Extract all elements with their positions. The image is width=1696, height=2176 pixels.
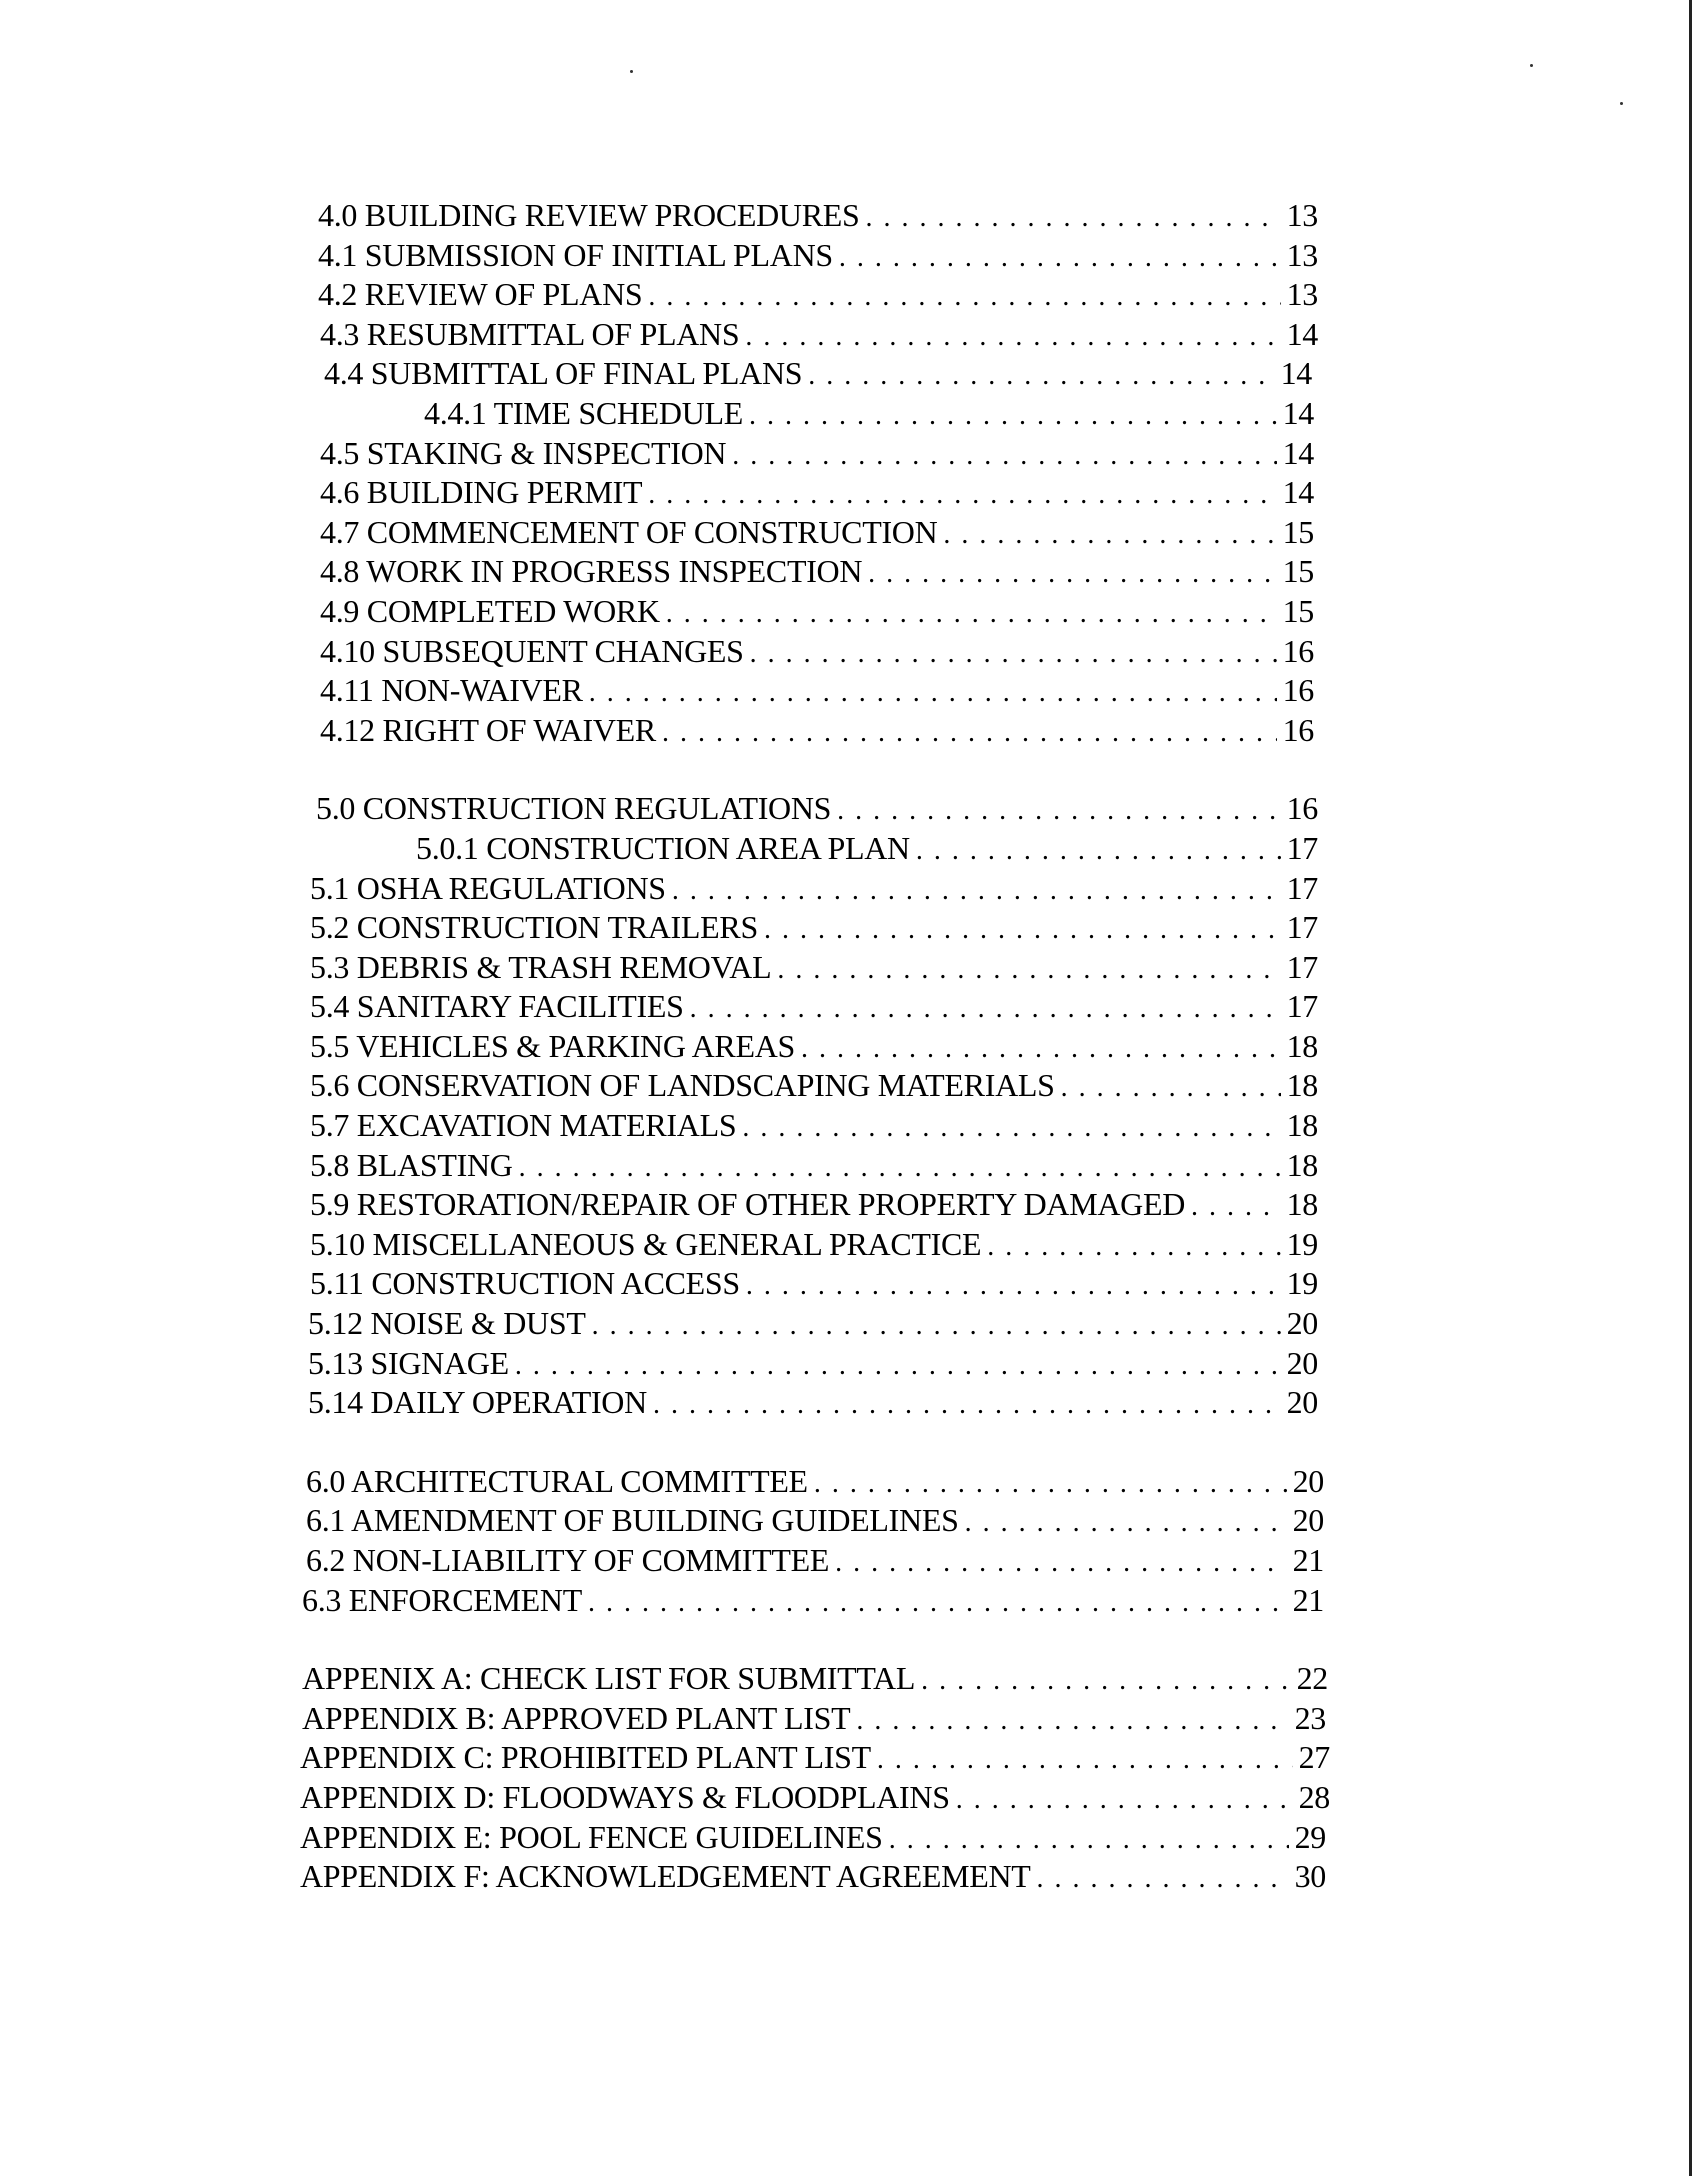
toc-entry[interactable] (308, 1344, 1318, 1384)
toc-entry[interactable] (310, 1146, 1318, 1186)
dot-leader (746, 1266, 1281, 1306)
toc-entry-title: 6.3 ENFORCEMENT (302, 1581, 582, 1618)
dot-leader (1191, 1187, 1281, 1227)
toc-entry-title: 5.5 VEHICLES & PARKING AREAS (310, 1027, 796, 1064)
toc-section-5 (0, 789, 1696, 1423)
toc-entry-page: 30 (1294, 1858, 1326, 1895)
toc-entry-title: 5.13 SIGNAGE (308, 1344, 509, 1381)
dot-leader (745, 317, 1280, 357)
toc-entry[interactable] (320, 592, 1314, 632)
toc-entry[interactable] (300, 1738, 1330, 1778)
toc-entry-page: 29 (1294, 1818, 1326, 1855)
dot-leader (1061, 1068, 1281, 1108)
toc-entry-title: 4.10 SUBSEQUENT CHANGES (320, 632, 744, 669)
dot-leader (732, 436, 1276, 476)
toc-appendices (0, 1659, 1696, 1897)
dot-leader (515, 1346, 1281, 1386)
toc-entry-page: 16 (1282, 711, 1314, 748)
scan-speck (630, 70, 633, 73)
dot-leader (965, 1503, 1287, 1543)
toc-entry[interactable] (310, 1066, 1318, 1106)
toc-entry-title: 5.10 MISCELLANEOUS & GENERAL PRACTICE (310, 1225, 982, 1262)
toc-entry-title: 6.2 NON-LIABILITY OF COMMITTEE (306, 1542, 830, 1578)
toc-entry-title: APPENDIX D: FLOODWAYS & FLOODPLAINS (300, 1778, 950, 1815)
toc-entry[interactable] (300, 1857, 1326, 1897)
toc-entry-page: 15 (1282, 513, 1314, 550)
toc-entry-title: 5.11 CONSTRUCTION ACCESS (310, 1265, 740, 1302)
toc-entry-page: 23 (1294, 1699, 1326, 1736)
dot-leader (588, 1583, 1287, 1623)
toc-entry-title: 5.1 OSHA REGULATIONS (310, 869, 666, 906)
dot-leader (519, 1148, 1281, 1188)
dot-leader (764, 910, 1281, 950)
toc-entry[interactable] (320, 513, 1314, 553)
toc-entry-page: 13 (1286, 197, 1318, 233)
toc-entry-page: 17 (1286, 829, 1318, 866)
toc-entry[interactable] (310, 869, 1318, 909)
dot-leader (648, 277, 1280, 317)
toc-section-4 (0, 196, 1696, 750)
dot-leader (808, 356, 1274, 396)
toc-entry-title: 5.6 CONSERVATION OF LANDSCAPING MATERIALS (310, 1067, 1055, 1104)
toc-entry-page: 15 (1282, 553, 1314, 590)
toc-entry-page: 17 (1286, 869, 1318, 906)
dot-leader (672, 871, 1281, 911)
toc-entry[interactable] (306, 1541, 1324, 1581)
toc-entry-page: 20 (1292, 1462, 1324, 1499)
toc-entry-title: 4.9 COMPLETED WORK (320, 592, 660, 629)
toc-entry-page: 14 (1280, 355, 1312, 392)
toc-entry-title: 4.5 STAKING & INSPECTION (320, 434, 727, 471)
toc-section-6 (0, 1462, 1696, 1620)
dot-leader (837, 791, 1280, 831)
toc-entry[interactable] (320, 711, 1314, 751)
dot-leader (653, 1385, 1281, 1425)
toc-entry-title: 5.8 BLASTING (310, 1146, 513, 1183)
toc-entry-title: 6.1 AMENDMENT OF BUILDING GUIDELINES (306, 1502, 959, 1539)
toc-entry[interactable] (300, 1778, 1330, 1818)
toc-entry[interactable] (302, 1659, 1328, 1699)
toc-entry[interactable] (308, 1383, 1318, 1423)
toc-entry[interactable] (324, 354, 1312, 394)
toc-entry-title: APPENIX A: CHECK LIST FOR SUBMITTAL (302, 1660, 916, 1697)
toc-entry-title: 4.8 WORK IN PROGRESS INSPECTION (320, 553, 863, 590)
dot-leader (868, 554, 1276, 594)
toc-entry[interactable] (316, 789, 1318, 829)
toc-entry[interactable] (306, 1501, 1324, 1541)
toc-entry[interactable] (308, 1304, 1318, 1344)
toc-entry-page: 20 (1286, 1344, 1318, 1381)
toc-entry-title: 4.7 COMMENCEMENT OF CONSTRUCTION (320, 513, 938, 550)
toc-entry-page: 18 (1286, 1146, 1318, 1183)
toc-entry-page: 13 (1286, 276, 1318, 313)
toc-entry[interactable] (306, 1462, 1324, 1502)
toc-entry-page: 17 (1286, 909, 1318, 946)
toc-entry[interactable] (310, 987, 1318, 1027)
dot-leader (987, 1227, 1280, 1267)
toc-entry-page: 20 (1292, 1502, 1324, 1539)
toc-entry[interactable] (318, 236, 1318, 276)
toc-entry-title: 5.14 DAILY OPERATION (308, 1384, 647, 1421)
toc-entry-title: 5.0 CONSTRUCTION REGULATIONS (316, 790, 832, 827)
toc-entry-title: 4.12 RIGHT OF WAIVER (320, 711, 656, 748)
toc-entry-title: APPENDIX C: PROHIBITED PLANT LIST (300, 1739, 871, 1776)
dot-leader (866, 198, 1281, 238)
toc-entry[interactable] (310, 1225, 1318, 1265)
dot-leader (839, 238, 1281, 278)
toc-entry[interactable] (320, 473, 1314, 513)
dot-leader (589, 673, 1277, 713)
toc-entry[interactable] (320, 315, 1318, 355)
toc-entry-title: 5.4 SANITARY FACILITIES (310, 988, 684, 1025)
toc-entry[interactable] (302, 1581, 1324, 1621)
dot-leader (916, 831, 1281, 871)
toc-entry-page: 18 (1286, 1067, 1318, 1104)
toc-entry-page: 19 (1286, 1265, 1318, 1302)
dot-leader (801, 1029, 1281, 1069)
toc-entry-page: 17 (1286, 988, 1318, 1025)
toc-entry[interactable] (310, 948, 1318, 988)
toc-entry[interactable] (310, 1027, 1318, 1067)
toc-entry[interactable] (318, 196, 1318, 236)
toc-entry-page: 18 (1286, 1027, 1318, 1064)
toc-entry-page: 21 (1292, 1542, 1324, 1578)
toc-entry-page: 22 (1296, 1660, 1328, 1697)
dot-leader (943, 515, 1276, 555)
toc-entry[interactable] (300, 1818, 1326, 1858)
toc-entry-page: 19 (1286, 1225, 1318, 1262)
toc-entry-title: 4.2 REVIEW OF PLANS (318, 276, 643, 313)
toc-entry-page: 16 (1282, 632, 1314, 669)
toc-entry[interactable] (310, 1106, 1318, 1146)
toc-entry-page: 21 (1292, 1581, 1324, 1618)
toc-entry-page: 13 (1286, 236, 1318, 273)
toc-entry-page: 15 (1282, 592, 1314, 629)
dot-leader (814, 1464, 1287, 1504)
toc-entry-title: 5.3 DEBRIS & TRASH REMOVAL (310, 948, 772, 985)
toc-entry[interactable] (310, 1185, 1318, 1225)
toc-entry-page: 14 (1282, 394, 1314, 431)
dot-leader (777, 950, 1280, 990)
toc-entry-page: 14 (1286, 315, 1318, 352)
scan-speck (1620, 102, 1623, 105)
dot-leader (742, 1108, 1280, 1148)
toc-entry-title: 5.0.1 CONSTRUCTION AREA PLAN (416, 829, 910, 866)
toc-entry-page: 28 (1298, 1778, 1330, 1815)
dot-leader (749, 396, 1277, 436)
toc-entry-page: 18 (1286, 1107, 1318, 1144)
toc-entry-page: 20 (1286, 1305, 1318, 1342)
toc-entry-title: 5.2 CONSTRUCTION TRAILERS (310, 909, 758, 946)
toc-entry[interactable] (416, 829, 1318, 869)
dot-leader (662, 713, 1277, 753)
toc-entry-title: 5.9 RESTORATION/REPAIR OF OTHER PROPERTY DAMAGED (310, 1186, 1186, 1223)
dot-leader (835, 1543, 1287, 1583)
toc-entry[interactable] (320, 632, 1314, 672)
toc-entry-page: 18 (1286, 1186, 1318, 1223)
dot-leader (956, 1780, 1293, 1820)
toc-entry-title: 5.7 EXCAVATION MATERIALS (310, 1107, 737, 1144)
toc-entry[interactable] (320, 671, 1314, 711)
toc-entry-title: 4.6 BUILDING PERMIT (320, 474, 643, 511)
toc-entry-title: 4.4.1 TIME SCHEDULE (424, 394, 744, 431)
toc-entry-page: 20 (1286, 1384, 1318, 1421)
toc-entry-title: APPENDIX F: ACKNOWLEDGEMENT AGREEMENT (300, 1858, 1031, 1895)
toc-entry-title: APPENDIX E: POOL FENCE GUIDELINES (300, 1818, 883, 1855)
dot-leader (648, 475, 1276, 515)
toc-entry-page: 27 (1298, 1739, 1330, 1776)
toc-entry-page: 17 (1286, 948, 1318, 985)
toc-entry-page: 16 (1282, 672, 1314, 709)
toc-entry-title: 4.11 NON-WAIVER (320, 672, 583, 709)
toc-entry-page: 16 (1286, 790, 1318, 827)
toc-entry-page: 14 (1282, 474, 1314, 511)
toc-entry[interactable] (424, 394, 1314, 434)
toc-entry-title: APPENDIX B: APPROVED PLANT LIST (302, 1699, 851, 1736)
dot-leader (666, 594, 1277, 634)
toc-entry-title: 4.4 SUBMITTAL OF FINAL PLANS (324, 355, 803, 392)
toc-entry-page: 14 (1282, 434, 1314, 471)
toc-entry-title: 6.0 ARCHITECTURAL COMMITTEE (306, 1462, 808, 1499)
toc-entry-title: 4.3 RESUBMITTAL OF PLANS (320, 315, 740, 352)
table-of-contents (0, 196, 1696, 1936)
dot-leader (889, 1820, 1289, 1860)
dot-leader (856, 1701, 1288, 1741)
dot-leader (921, 1661, 1291, 1701)
toc-entry[interactable] (318, 275, 1318, 315)
toc-entry-title: 5.12 NOISE & DUST (308, 1305, 586, 1342)
scan-speck (1530, 64, 1533, 67)
toc-entry[interactable] (320, 552, 1314, 592)
dot-leader (592, 1306, 1281, 1346)
dot-leader (877, 1740, 1293, 1780)
toc-entry[interactable] (310, 1264, 1318, 1304)
dot-leader (690, 989, 1281, 1029)
dot-leader (1037, 1859, 1289, 1899)
toc-entry[interactable] (310, 908, 1318, 948)
toc-entry-title: 4.1 SUBMISSION OF INITIAL PLANS (318, 236, 833, 273)
toc-entry[interactable] (302, 1699, 1326, 1739)
dot-leader (750, 634, 1277, 674)
toc-entry-title: 4.0 BUILDING REVIEW PROCEDURES (318, 197, 860, 233)
toc-entry[interactable] (320, 434, 1314, 474)
